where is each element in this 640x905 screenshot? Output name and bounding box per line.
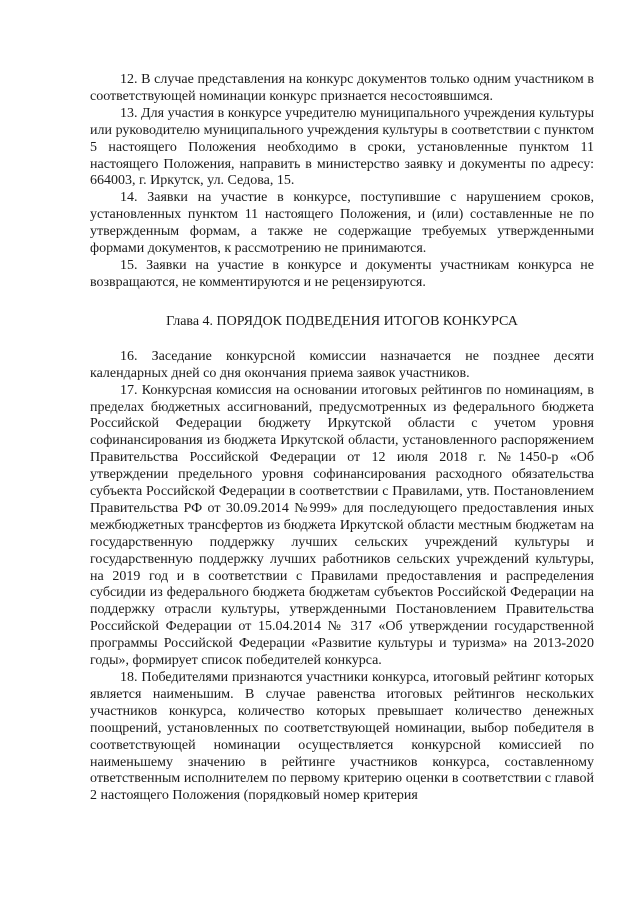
paragraph-13: 13. Для участия в конкурсе учредителю муниципального учреждения культуры или руководителю муниципального учреждения культуры в соответствии с пунктом 5 настоящего Положения необходимо в сроки, установленные пунктом 11 настоящего Положения, направить в министерство заявку и документы по адресу: 664003, г. Иркутск, ул. Седова, 15. (90, 105, 594, 189)
paragraph-18: 18. Победителями признаются участники конкурса, итоговый рейтинг которых является наименьшим. В случае равенства итоговых рейтингов нескольких участников конкурса, количество которых превышает количество денежных поощрений, установленных по соответствующей номинации, выбор победителя в соответствующей номинации осуществляется конкурсной комиссией по наименьшему значению в рейтинге участников конкурса, составленному ответственным исполнителем по первому критерию оценки в соответствии с главой 2 настоящего Положения (порядковый номер критерия (90, 670, 594, 804)
paragraph-16: 16. Заседание конкурсной комиссии назначается не позднее десяти календарных дней со дня окончания приема заявок участников. (90, 348, 594, 381)
chapter-heading: Глава 4. ПОРЯДОК ПОДВЕДЕНИЯ ИТОГОВ КОНКУРСА (166, 313, 518, 329)
paragraph-12: 12. В случае представления на конкурс документов только одним участником в соответствующей номинации конкурс признается несостоявшимся. (90, 72, 594, 104)
paragraph-15: 15. Заявки на участие в конкурсе и документы участникам конкурса не возвращаются, не комментируются и не рецензируются. (90, 257, 594, 290)
paragraph-17: 17. Конкурсная комиссия на основании итоговых рейтингов по номинациям, в пределах бюджетных ассигнований, предусмотренных из федерального бюджета Российской Федерации бюджету Иркутской области с учетом уровня софинансирования из бюджета Иркутской области, установленного распоряжением Правительства Российской Федерации от 12 июля 2018 г. №1450-р «Об утверждении предельного уровня софинансирования расходного обязательства субъекта Российской Федерации в соответствии с Правилами, утв. Постановлением Правительства РФ от 30.09.2014 №999» для последующего предоставления иных межбюджетных трансфертов из бюджета Иркутской области местным бюджетам на государственную поддержку лучших сельских учреждений культуры и государственную поддержку лучших работников сельских учреждений культуры, на 2019 год и в соответствии с Правилами предоставления и распределения субсидии из федерального бюджета бюджетам субъектов Российской Федерации на поддержку отрасли культуры, утвержденными Постановлением Правительства Российской Федерации от 15.04.2014 № 317 «Об утверждении государственной программы Российской Федерации «Развитие культуры и туризма» на 2013-2020 годы», формирует список победителей конкурса. (90, 382, 594, 669)
paragraph-14: 14. Заявки на участие в конкурсе, поступившие с нарушением сроков, установленных пунктом 11 настоящего Положения, и (или) составленные не по утвержденным формам, а также не содержащие требуемых утвержденными формами документов, к рассмотрению не принимаются. (90, 190, 594, 257)
